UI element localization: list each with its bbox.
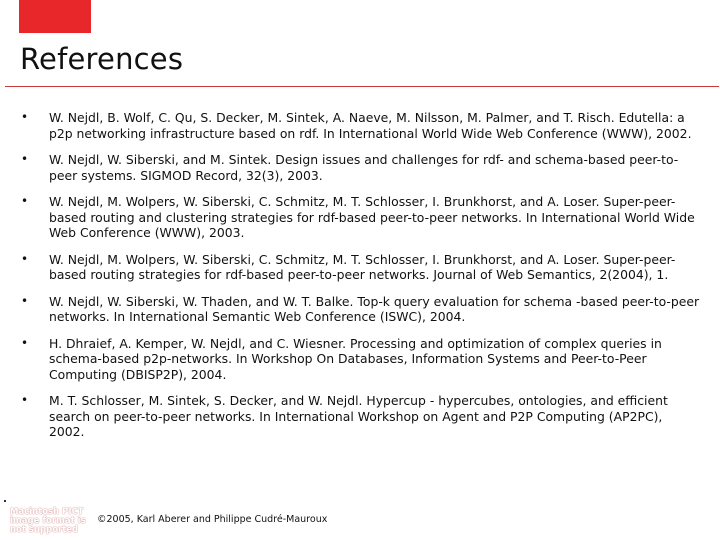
reference-text: H. Dhraief, A. Kemper, W. Nejdl, and C. Wiesner. Processing and optimization of complex queries in schema-based p2p-networks. In Workshop On Databases, Information Systems and Peer-to-Peer Computing (DBISP2P), 2004. xyxy=(49,335,662,382)
placeholder-dot xyxy=(4,500,6,502)
copyright-footer: ©2005, Karl Aberer and Philippe Cudré-Mauroux xyxy=(97,514,328,525)
reference-text: M. T. Schlosser, M. Sintek, S. Decker, and W. Nejdl. Hypercup - hypercubes, ontologies, and efficient search on peer-to-peer networks. In International Workshop on Agent and P2P Computing (AP2PC), 2002. xyxy=(49,393,668,439)
reference-item xyxy=(0,152,700,183)
bullet-icon: • xyxy=(21,110,29,124)
reference-item xyxy=(0,393,700,440)
reference-item xyxy=(0,252,700,283)
title-divider xyxy=(5,86,719,87)
bullet-icon: • xyxy=(21,335,29,350)
unsupported-image-placeholder xyxy=(0,494,96,540)
title-accent-block xyxy=(19,0,91,33)
reference-text: W. Nejdl, M. Wolpers, W. Siberski, C. Schmitz, M. T. Schlosser, I. Brunkhorst, and A. Loser. Super-peer-based routing strategies for rdf-based peer-to-peer networks. Journal of Web Semantics, 2(2004), 1. xyxy=(49,251,676,282)
reference-text: W. Nejdl, M. Wolpers, W. Siberski, C. Schmitz, M. T. Schlosser, I. Brunkhorst, and A. Loser. Super-peer-based routing and clustering strategies for rdf-based peer-to-peer networks. In International World Wide Web Conference (WWW), 2003. xyxy=(49,194,695,240)
reference-item xyxy=(0,336,700,383)
reference-text: W. Nejdl, B. Wolf, C. Qu, S. Decker, M. Sintek, A. Naeve, M. Nilsson, M. Palmer, and T. Risch. Edutella: a p2p networking infrastructure based on rdf. In International World Wide Web Conference (WWW), 2002. xyxy=(49,110,692,141)
unsupported-image-text: Macintosh PICT image format is not supported xyxy=(10,507,86,535)
slide-title: References xyxy=(20,42,184,76)
reference-list xyxy=(0,110,700,451)
bullet-icon: • xyxy=(21,194,29,208)
reference-text: W. Nejdl, W. Siberski, and M. Sintek. Design issues and challenges for rdf- and schema-based peer-to-peer systems. SIGMOD Record, 32(3), 2003. xyxy=(49,152,679,183)
reference-item xyxy=(0,110,700,141)
bullet-icon: • xyxy=(21,251,29,266)
bullet-icon: • xyxy=(21,152,29,166)
reference-text: W. Nejdl, W. Siberski, W. Thaden, and W. T. Balke. Top-k query evaluation for schema -based peer-to-peer networks. In International Semantic Web Conference (ISWC), 2004. xyxy=(49,293,700,324)
bullet-icon: • xyxy=(21,293,29,308)
reference-item xyxy=(0,194,700,241)
reference-item xyxy=(0,294,700,325)
bullet-icon: • xyxy=(21,393,29,407)
